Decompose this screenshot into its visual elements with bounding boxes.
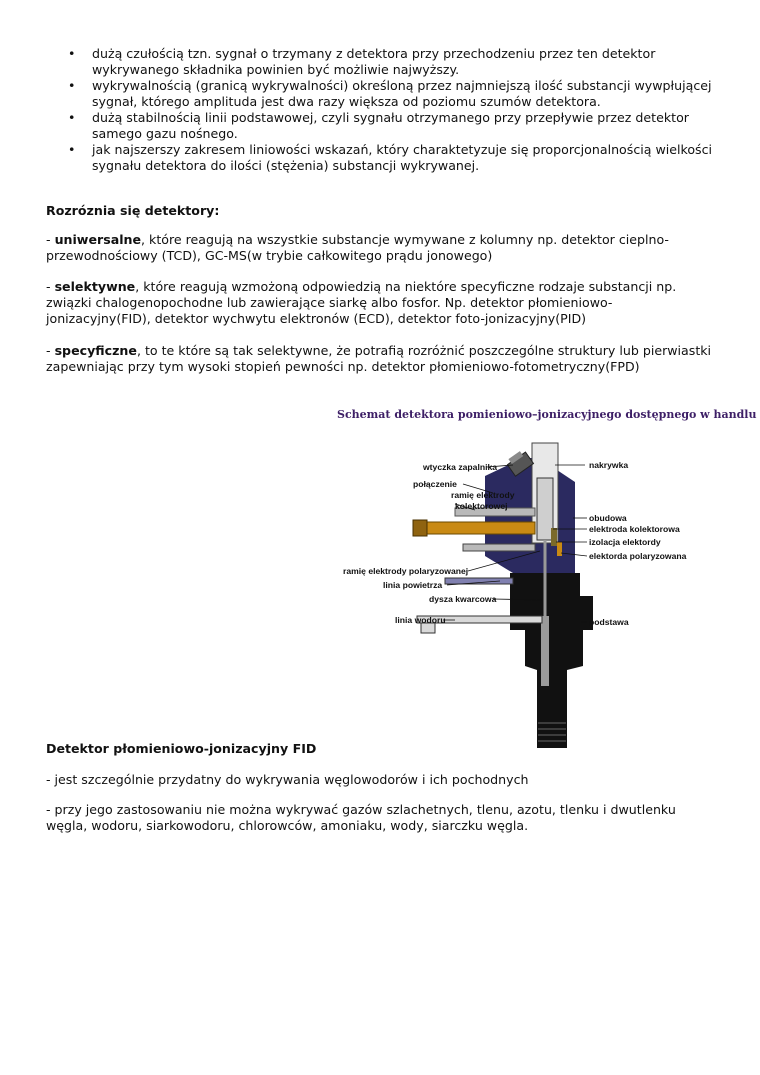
label-polarized-electrode: elektorda polaryzowana — [589, 551, 687, 561]
term-selective: selektywne — [54, 279, 136, 294]
label-collector-arm-1: ramię elektrody — [451, 490, 515, 500]
fid-heading: Detektor płomieniowo-jonizacyjny FID — [46, 741, 317, 756]
type-universal-text: , które reagują na wszystkie substancje wymywane z kolumny np. detektor cieplno-przewodnościowy (TCD), GC-MS(w trybie całkowitego prądu jonowego) — [46, 232, 669, 263]
label-air-line: linia powietrza — [383, 580, 443, 590]
collector-arm — [423, 522, 535, 534]
label-base: podstawa — [589, 617, 629, 627]
type-specific-text: , to te które są tak selektywne, że potrafią rozróżnić poszczególne struktury lub pierwiastki zapewniając przy tym wysoki stopień pewności np. detektor płomieniowo-fotometryczny(FPD) — [46, 343, 712, 374]
base-bore — [541, 616, 549, 686]
collector-arm-end — [413, 520, 427, 536]
polarized-arm — [463, 544, 535, 551]
label-igniter-plug: wtyczka zapalnika — [423, 462, 498, 472]
list-item — [46, 78, 716, 110]
term-universal: uniwersalne — [54, 232, 142, 247]
bullet: • — [68, 142, 76, 157]
polarized-electrode — [557, 542, 562, 556]
figure-title: Schemat detektora pomieniowo–jonizacyjnego dostępnego w handlu — [337, 408, 757, 421]
label-cap: nakrywka — [589, 460, 629, 470]
type-selective-text: , które reagują wzmożoną odpowiedzią na niektóre specyficzne rodzaje substancji np. związki chalogenopochodne lub zawierające siarkę albo fosfor. Np. detektor płomieniowo-jonizacyjny(FID), detektor wychwytu elektronów (ECD), detektor foto-jonizacyjny(PID) — [46, 279, 677, 326]
bullet: • — [68, 110, 76, 125]
label-collector-electrode: elektroda kolektorowa — [589, 524, 680, 534]
air-line — [445, 578, 513, 584]
list-item — [46, 142, 716, 174]
bullet: • — [68, 78, 76, 93]
term-specific: specyficzne — [54, 343, 137, 358]
dash: - — [46, 279, 55, 294]
fid-point: - jest szczególnie przydatny do wykrywania węglowodorów i ich pochodnych — [46, 772, 529, 787]
list-item-text: dużą czułością tzn. sygnał o trzymany z detektora przy przechodzeniu przez ten detektor wykrywanego składnika powinien być możliwie najwyższy. — [92, 46, 656, 77]
list-item-text: dużą stabilnością linii podstawowej, czyli sygnału otrzymanego przy przepływie przez detektor samego gazu nośnego. — [92, 110, 689, 141]
label-polarized-arm: ramię elektrody polaryzowanej — [343, 566, 469, 576]
type-universal — [46, 232, 716, 264]
label-quartz-nozzle: dysza kwarcowa — [429, 594, 497, 604]
label-collector-arm-2: kolektorowej — [455, 501, 508, 511]
types-heading: Rozróznia się detektory: — [46, 203, 220, 218]
label-housing: obudowa — [589, 513, 627, 523]
type-specific — [46, 343, 716, 375]
list-item-text: wykrywalnością (granicą wykrywalności) określoną przez najmniejszą ilość substancji wywpłującej sygnał, którego amplituda jest dwa razy większa od poziomu szumów detektora. — [92, 78, 712, 109]
collector-electrode — [537, 478, 553, 540]
insulation — [551, 528, 557, 546]
fid-point: - przy jego zastosowaniu nie można wykrywać gazów szlachetnych, tlenu, azotu, tlenku i dwutlenku węgla, wodoru, siarkowodoru, chlorowców, amoniaku, wody, siarczku węgla. — [46, 802, 676, 833]
fid-detector-diagram — [335, 438, 715, 748]
list-item — [46, 46, 716, 78]
label-connection: połączenie — [413, 479, 457, 489]
list-item — [46, 110, 716, 142]
label-hydrogen-line: linia wodoru — [395, 615, 446, 625]
detector-properties-list — [46, 46, 716, 174]
list-item-text: jak najszerszy zakresem liniowości wskazań, który charaktetyzuje się proporcjonalnością wielkości sygnału detektora do ilości (stężenia) substancji wykrywanej. — [92, 142, 713, 173]
dash: - — [46, 343, 55, 358]
label-insulation: izolacja elektordy — [589, 537, 661, 547]
type-selective — [46, 279, 716, 327]
bullet: • — [68, 46, 76, 61]
dash: - — [46, 232, 55, 247]
